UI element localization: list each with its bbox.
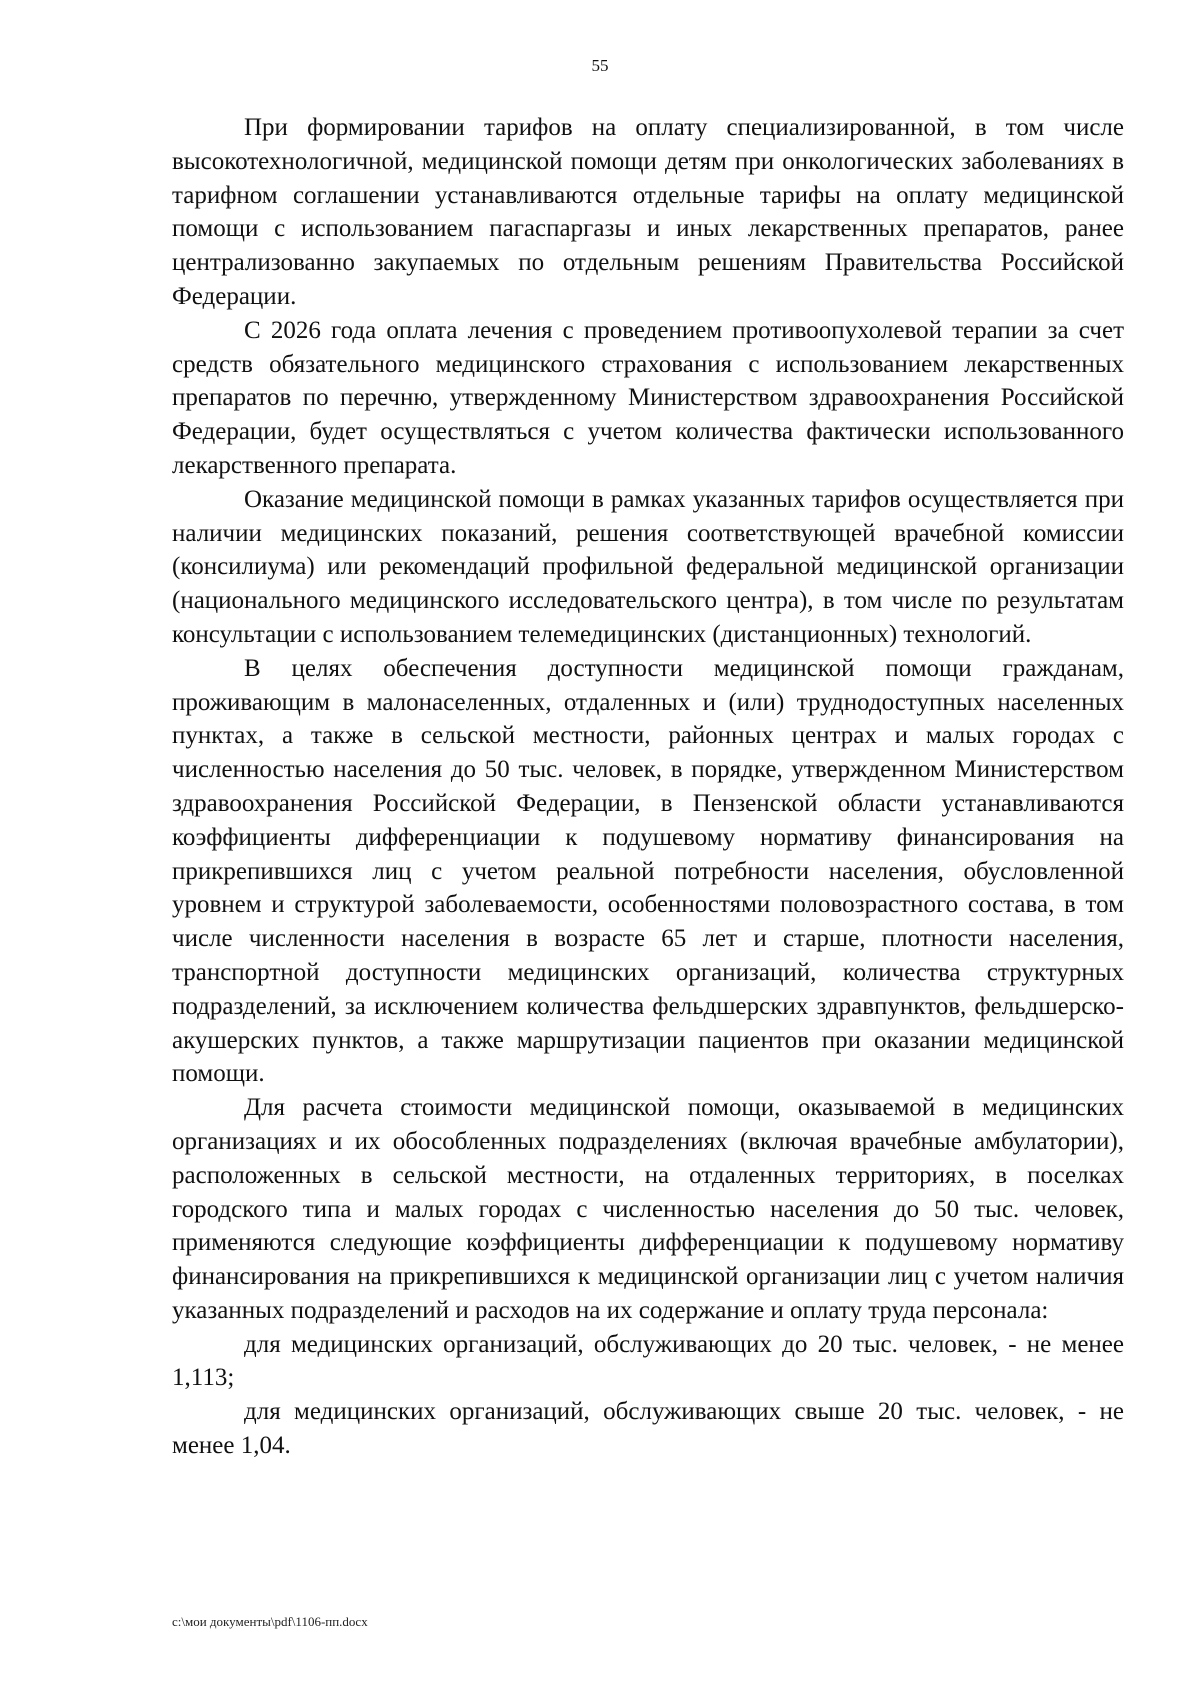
list-item-coefficient-over-20k: для медицинских организаций, обслуживающих свыше 20 тыс. человек, - не менее 1,04.: [172, 1398, 1124, 1460]
document-body: [172, 111, 1124, 1463]
paragraph-medical-indications: Оказание медицинской помощи в рамках указанных тарифов осуществляется при наличии медицинских показаний, решения соответствующей врачебной комиссии (консилиума) или рекомендаций профильной федеральной медицинской организации (национального медицинского исследовательского центра), в том числе по результатам консультации с использованием телемедицинских (дистанционных) технологий.: [172, 485, 1124, 648]
footer-file-path: c:\мои документы\pdf\1106-пп.docx: [172, 1614, 368, 1629]
page-number: 55: [591, 56, 609, 75]
paragraph-antitumor-therapy-2026: С 2026 года оплата лечения с проведением противоопухолевой терапии за счет средств обязательного медицинского страхования с использованием лекарственных препаратов по перечню, утвержденному Министерством здравоохранения Российской Федерации, будет осуществляться с учетом количества фактически использованного лекарственного препарата.: [172, 316, 1124, 479]
paragraph-differentiation-coefficients: В целях обеспечения доступности медицинской помощи гражданам, проживающим в малонаселенных, отдаленных и (или) труднодоступных населенных пунктах, а также в сельской местности, районных центрах и малых городах с численностью населения до 50 тыс. человек, в порядке, утвержденном Министерством здравоохранения Российской Федерации, в Пензенской области устанавливаются коэффициенты дифференциации к подушевому нормативу финансирования на прикрепившихся лиц с учетом реальной потребности населения, обусловленной уровнем и структурой заболеваемости, особенностями половозрастного состава, в том числе численности населения в возрасте 65 лет и старше, плотности населения, транспортной доступности медицинских организаций, количества структурных подразделений, за исключением количества фельдшерских здравпунктов, фельдшерско-акушерских пунктов, а также маршрутизации пациентов при оказании медицинской помощи.: [172, 654, 1124, 1088]
list-item-coefficient-up-to-20k: для медицинских организаций, обслуживающих до 20 тыс. человек, - не менее 1,113;: [172, 1330, 1124, 1392]
paragraph-tariffs-children-oncology: При формировании тарифов на оплату специализированной, в том числе высокотехнологичной, медицинской помощи детям при онкологических заболеваниях в тарифном соглашении устанавливаются отдельные тарифы на оплату медицинской помощи с использованием пагаспаргазы и иных лекарственных препаратов, ранее централизованно закупаемых по отдельным решениям Правительства Российской Федерации.: [172, 114, 1124, 310]
paragraph-rural-cost-calculation: Для расчета стоимости медицинской помощи, оказываемой в медицинских организациях и их обособленных подразделениях (включая врачебные амбулатории), расположенных в сельской местности, на отдаленных территориях, в поселках городского типа и малых городах с численностью населения до 50 тыс. человек, применяются следующие коэффициенты дифференциации к подушевому нормативу финансирования на прикрепившихся к медицинской организации лиц с учетом наличия указанных подразделений и расходов на их содержание и оплату труда персонала:: [172, 1094, 1124, 1324]
